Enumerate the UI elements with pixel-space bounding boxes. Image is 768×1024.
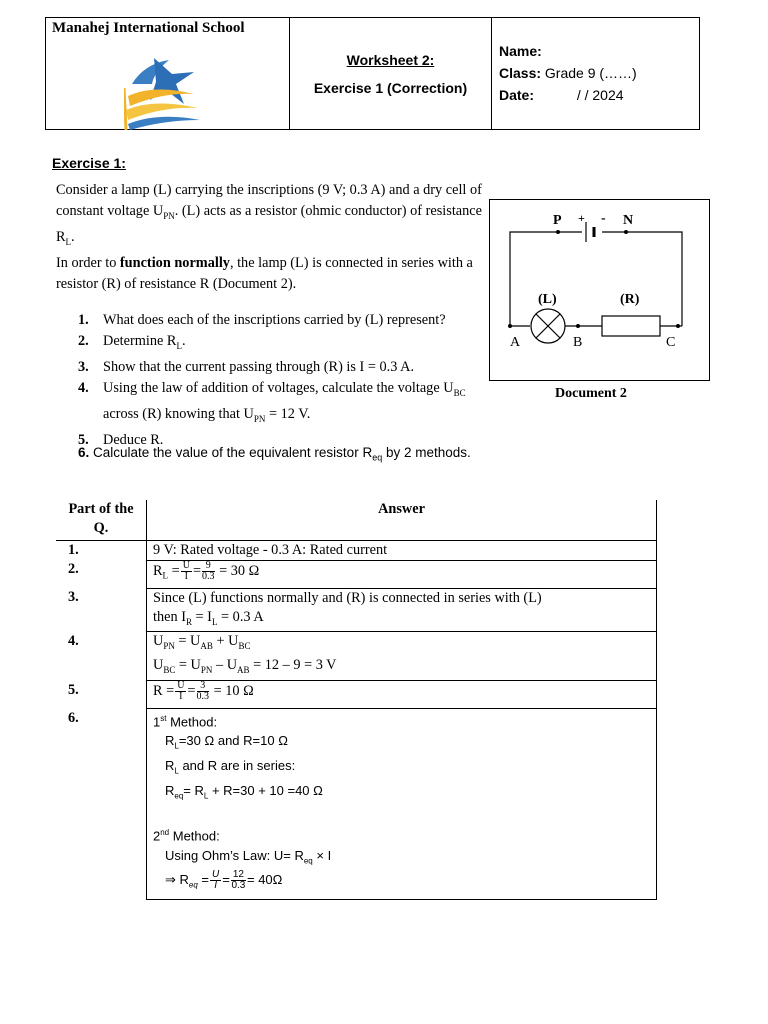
worksheet-title: Worksheet 2: [346, 51, 435, 68]
question-6: 6. Calculate the value of the equivalent resistor $R_{eq}$ by 2 methods. [78, 445, 471, 463]
exercise-intro: Consider a lamp (L) carrying the inscriptions (9 V; 0.3 A) and a dry cell of constant voltage $U_{PN}$. (L) acts as a resistor (ohmic conductor) of resistance $R_L$. In order to function normally, the lamp (L) is connected in series with a resistor (R) of resistance R (Document 2). [56, 182, 482, 292]
exercise-subtitle: Exercise 1 (Correction) [313, 79, 468, 96]
question-3: 3. Show that the current passing through (R) is I = 0.3 A. [78, 358, 415, 375]
school-name: Manahej International School [52, 20, 245, 36]
school-cell [46, 18, 290, 129]
table-row: 2. $R_L$ = $\frac{U}{I}$ = $\frac{9}{0.3}$ = 30 Ω [56, 560, 657, 588]
label-C: C [666, 335, 676, 350]
answer-table [56, 500, 657, 900]
header-table [45, 17, 700, 130]
header-part: Part of the Q. [56, 500, 147, 540]
table-row: 6. 1st Method: $R_L=30$ Ω and R=10 Ω $R_L$ and R are in series: $R_{eq}= R_L + R=30 + 10 =40$ Ω 2nd Method: Using Ohm’s Law: $U= R_{eq} \times I$ ⇒ $R_{eq}$ = $\frac{U}{I}$ = $\frac{12}{0.3}$ = 40Ω [56, 709, 657, 900]
label-A: A [510, 335, 521, 350]
exercise-title: Exercise 1: [52, 155, 126, 171]
school-logo-icon [124, 54, 204, 132]
worksheet-cell [290, 18, 492, 129]
name-line: Name: [499, 43, 542, 59]
circuit-diagram [489, 199, 710, 381]
date-line: Date: / / 2024 [499, 87, 624, 103]
student-info-cell [492, 18, 699, 129]
label-plus: + [578, 211, 585, 225]
document-2-caption: Document 2 [555, 386, 627, 401]
table-header-row [56, 500, 657, 540]
table-row: 4. $U_{PN} = U_{AB} + U_{BC}$ $U_{BC} = U_{PN} - U_{AB} = 12 - 9 = 3$ V [56, 632, 657, 681]
header-answer: Answer [147, 500, 657, 540]
question-5: 5. Deduce R. [78, 431, 164, 448]
label-N: N [623, 213, 634, 228]
question-4: 4. Using the law of addition of voltages, calculate the voltage $U_{BC}$ across (R) knowing that $U_{PN} = 12$ V. [78, 379, 466, 424]
table-row: 3. Since (L) functions normally and (R) is connected in series with (L) then $I_R = I_L = 0.3$ A [56, 588, 657, 632]
table-row: 5. R = $\frac{U}{I}$ = $\frac{3}{0.3}$ = 10 Ω [56, 681, 657, 709]
table-row: 1. 9 V: Rated voltage - 0.3 A: Rated current [56, 540, 657, 560]
class-line: Class: Grade 9 (……) [499, 65, 637, 81]
question-2: 2. Determine $R_L$. [78, 333, 186, 351]
question-list [78, 310, 488, 451]
label-resistor: (R) [620, 292, 640, 307]
label-minus: - [601, 211, 606, 226]
label-B: B [573, 335, 583, 350]
label-P: P [553, 213, 562, 228]
label-lamp: (L) [538, 292, 557, 307]
circuit-schematic [490, 200, 709, 380]
question-1: 1. What does each of the inscriptions carried by (L) represent? [78, 312, 446, 328]
